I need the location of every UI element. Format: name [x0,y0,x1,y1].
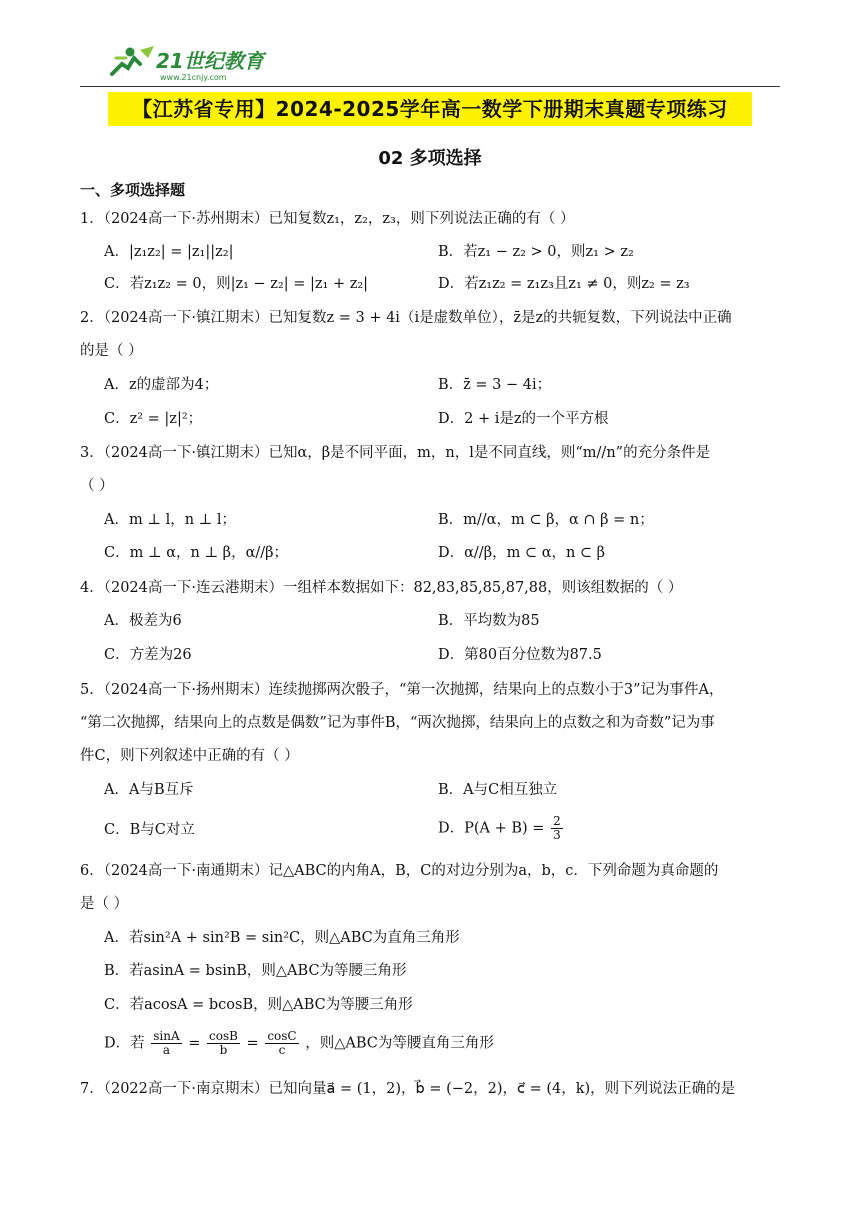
question-1-stem: 1．（2024高一下·苏州期末）已知复数z₁，z₂，z₃，则下列说法正确的有（ ） [80,211,575,227]
question-2-option-d: D．2 + i是z的一个平方根 [438,411,609,427]
question-5-option-a: A．A与B互斥 [104,782,194,798]
question-3-option-d: D．α//β，m ⊂ α，n ⊂ β [438,545,606,561]
question-7-stem: 7．（2022高一下·南京期末）已知向量a⃗ = (1，2)，b⃗ = (−2，2)，c⃗ = (4，k)，则下列说法正确的是 [80,1081,736,1097]
question-2-option-c: C．z² = |z|²； [104,411,203,427]
question-6-option-d [104,1030,494,1057]
logo-runner-icon [104,44,284,84]
question-1-option-b: B．若z₁ − z₂ > 0，则z₁ > z₂ [438,244,634,260]
question-4-option-c: C．方差为26 [104,647,192,663]
fraction-denominator: c [278,1043,286,1057]
fraction-numerator: 2 [553,814,561,828]
question-6-stem: 6．（2024高一下·南通期末）记△ABC的内角A，B，C的对边分别为a，b，c．下列命题为真命题的 [80,863,719,879]
question-1-option-c: C．若z₁z₂ = 0，则|z₁ − z₂| = |z₁ + z₂| [104,276,369,292]
question-3-option-a: A．m ⊥ l，n ⊥ l； [104,512,237,528]
question-3-option-b: B．m//α，m ⊂ β，α ∩ β = n； [438,512,654,528]
section-title: 一、多项选择题 [80,181,186,199]
fraction-denominator: 3 [553,828,561,842]
question-1-option-a: A．|z₁z₂| = |z₁||z₂| [104,244,234,260]
question-5-stem-cont: “第二次抛掷，结果向上的点数是偶数”记为事件B，“两次抛掷，结果向上的点数之和为奇数”记为事 [80,715,715,731]
question-5-option-b: B．A与C相互独立 [438,782,558,798]
page-subtitle: 02 多项选择 [378,148,482,169]
question-5-option-c: C．B与C对立 [104,822,195,838]
question-6-option-d-suffix: ，则△ABC为等腰直角三角形 [305,1035,494,1052]
question-6-option-b: B．若asinA = bsinB，则△ABC为等腰三角形 [104,963,407,979]
fraction [151,1030,181,1057]
question-6-option-d-prefix: D．若 [104,1035,145,1052]
question-2-stem-cont: 的是（ ） [80,343,143,359]
question-6-option-a: A．若sin²A + sin²B = sin²C，则△ABC为直角三角形 [104,930,460,946]
banner-title: 【江苏省专用】2024-2025学年高一数学下册期末真题专项练习 [108,92,752,126]
question-3-stem: 3．（2024高一下·镇江期末）已知α，β是不同平面，m，n，l是不同直线，则“m//n”的充分条件是 [80,445,711,461]
question-6-option-c: C．若acosA = bcosB，则△ABC为等腰三角形 [104,997,413,1013]
fraction-denominator: a [162,1043,171,1057]
fraction-numerator: cosB [209,1029,238,1043]
fraction-numerator: cosC [267,1029,297,1043]
question-3-stem-cont: （ ） [80,478,114,494]
question-2-option-a: A．z的虚部为4； [104,377,219,393]
equals-sign: = [246,1035,259,1052]
question-4-stem: 4．（2024高一下·连云港期末）一组样本数据如下：82,83,85,85,87,88，则该组数据的（ ） [80,580,683,596]
fraction-denominator: b [219,1043,228,1057]
question-6-stem-cont: 是（ ） [80,896,129,912]
logo-text: 21世纪教育 [156,49,264,73]
question-4-option-a: A．极差为6 [104,613,182,629]
fraction-numerator: sinA [153,1029,180,1043]
question-2-stem: 2．（2024高一下·镇江期末）已知复数z = 3 + 4i（i是虚数单位），z̄是z的共轭复数，下列说法中正确 [80,310,732,326]
question-3-option-c: C．m ⊥ α，n ⊥ β，α//β； [104,545,289,561]
question-5-stem-cont-2: 件C，则下列叙述中正确的有（ ） [80,748,299,764]
header-divider [80,86,780,87]
logo-url: www.21cnjy.com [160,73,227,82]
equals-sign: = [188,1035,201,1052]
fraction [207,1030,240,1057]
question-1-option-d: D．若z₁z₂ = z₁z₃且z₁ ≠ 0，则z₂ = z₃ [438,276,690,292]
fraction [265,1030,298,1057]
question-5-option-d-prefix: D．P(A + B) = [438,820,545,837]
question-4-option-d: D．第80百分位数为87.5 [438,647,602,663]
question-4-option-b: B．平均数为85 [438,613,540,629]
question-5-stem: 5．（2024高一下·扬州期末）连续抛掷两次骰子，“第一次抛掷，结果向上的点数小于3”记为事件A， [80,682,724,698]
fraction [551,815,563,842]
question-5-option-d [438,815,565,842]
logo [104,44,284,84]
question-2-option-b: B．z̄ = 3 − 4i； [438,377,552,393]
